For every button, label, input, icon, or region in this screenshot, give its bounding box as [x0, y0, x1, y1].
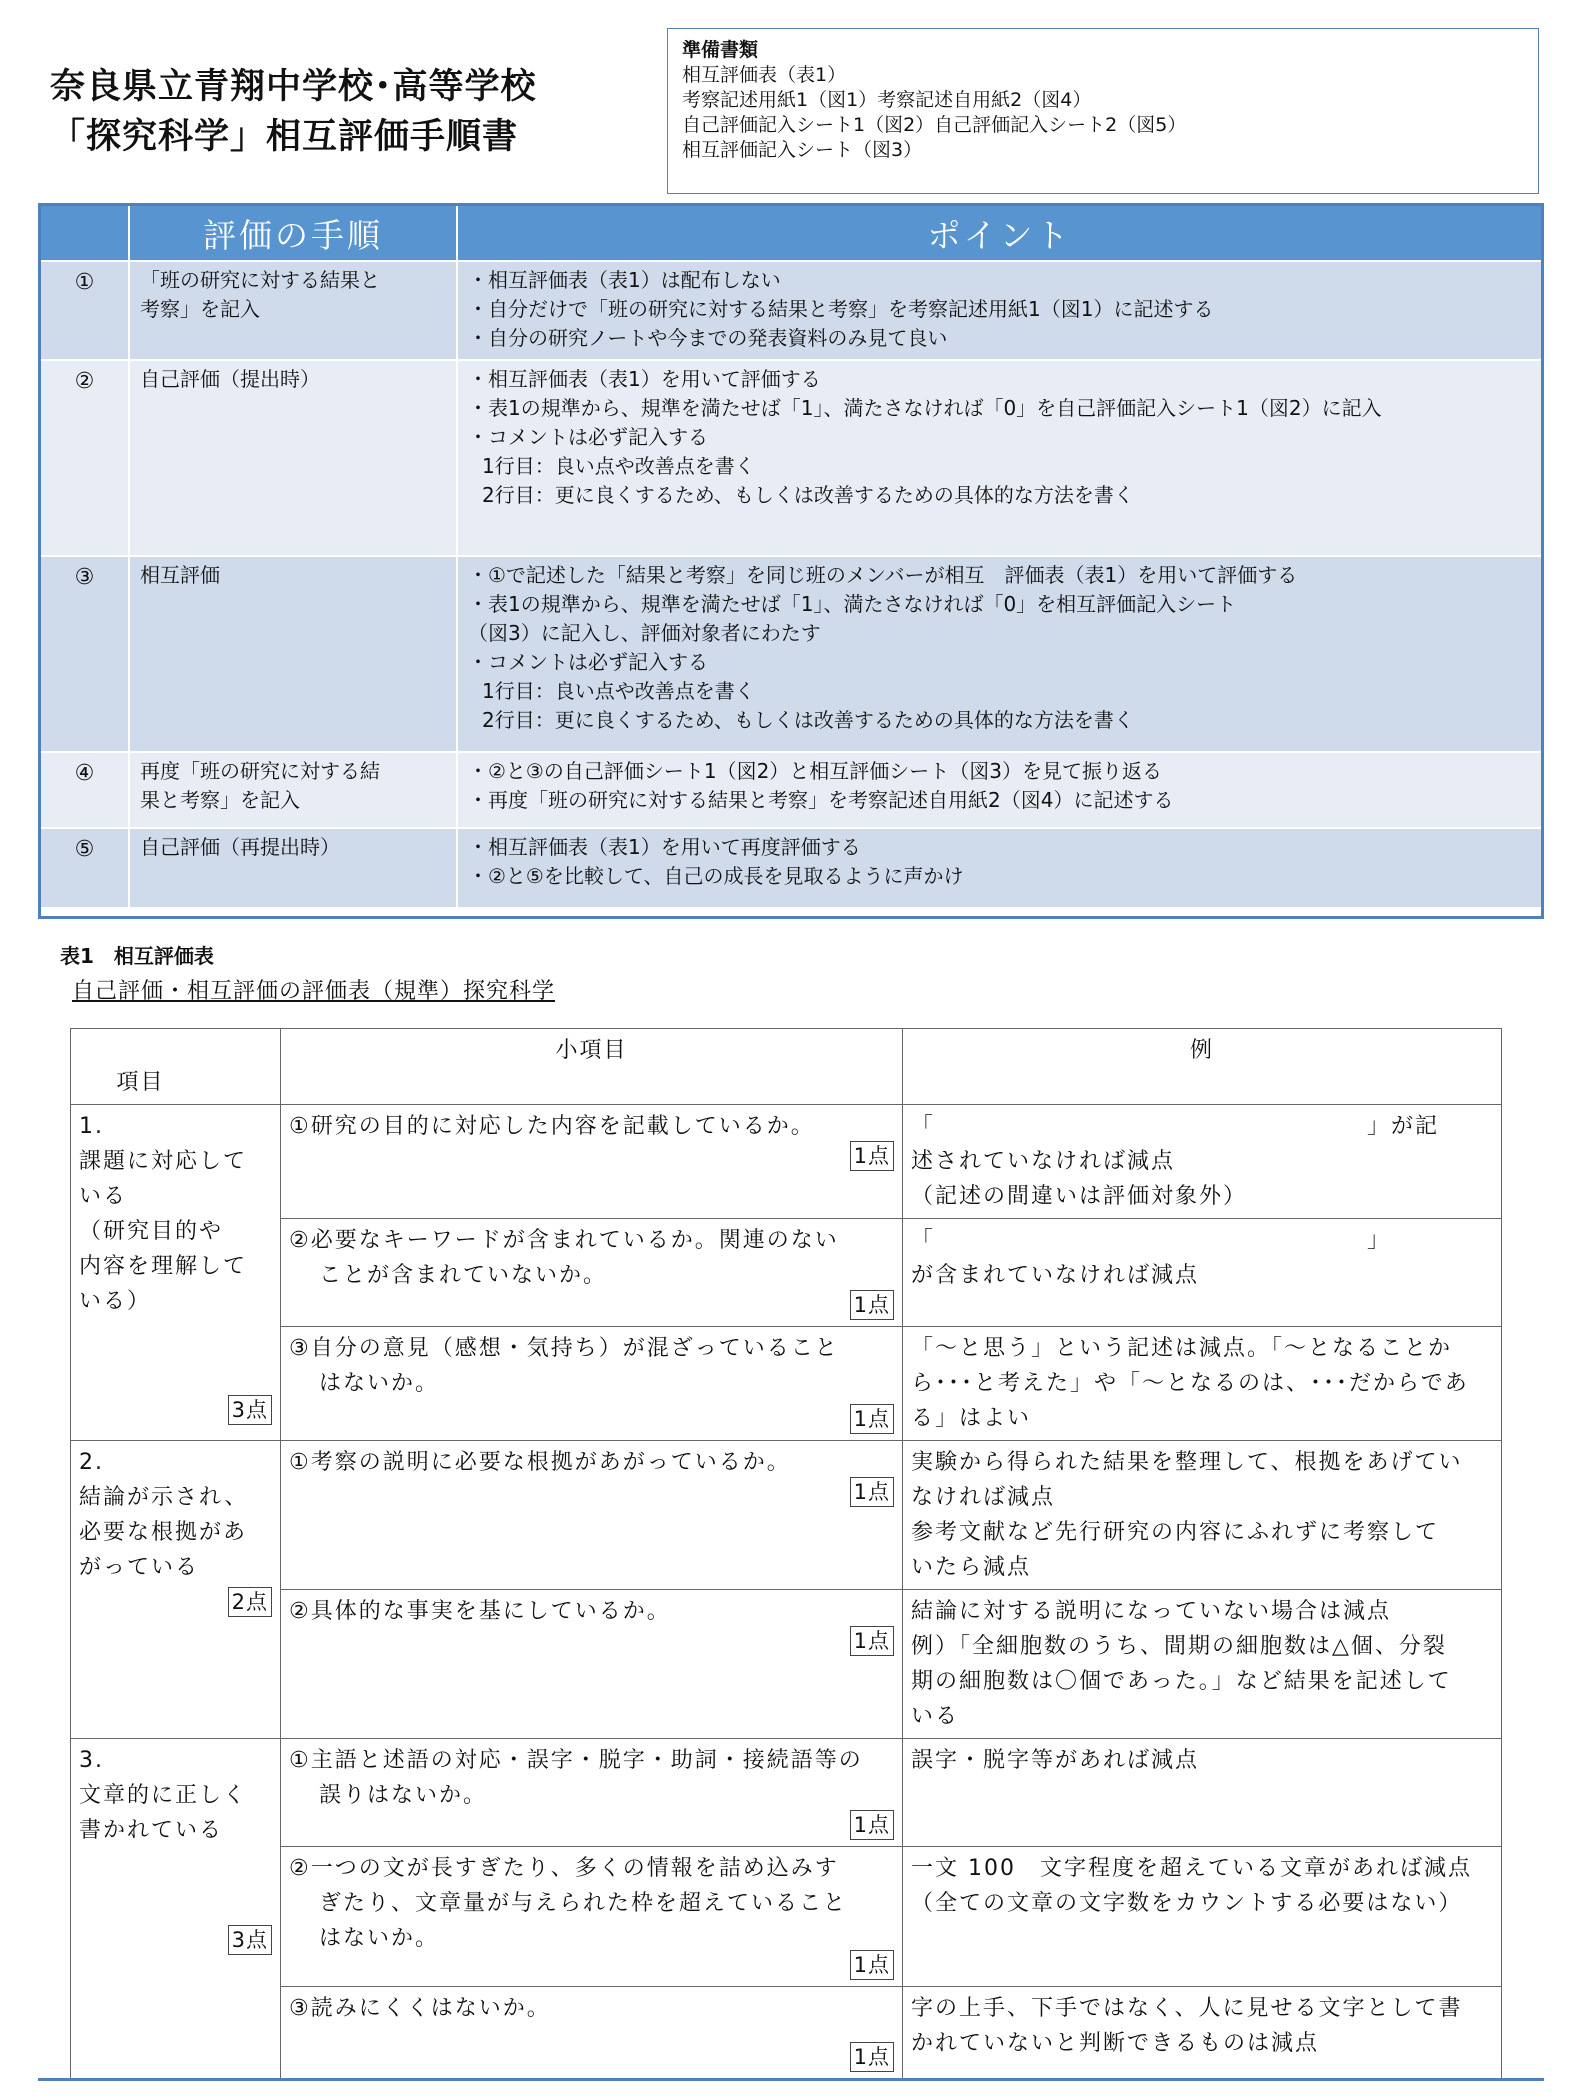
procedure-row — [41, 360, 1541, 556]
procedure-header-step: 評価の手順 — [129, 206, 457, 261]
eval-row — [71, 1847, 1502, 1987]
title-line-2: 「探究科学」相互評価手順書 — [50, 117, 519, 157]
eval-header-example: 例 — [903, 1029, 1502, 1105]
procedure-header-point: ポイント — [457, 206, 1541, 261]
eval-example-cell: 結論に対する説明になっていない場合は減点 例）「全細胞数のうち、間期の細胞数は△個、分裂 期の細胞数は〇個であった。」など結果を記述して いる — [903, 1590, 1502, 1739]
prep-line: 自己評価記入シート1（図2）自己評価記入シート2（図5） — [682, 114, 1187, 136]
eval-sub-cell: ①主語と述語の対応・誤字・脱字・助詞・接続語等の 誤りはないか。 1点 — [281, 1739, 903, 1847]
step-points: ・①で記述した「結果と考察」を同じ班のメンバーが相互 評価表（表1）を用いて評価する ・表1の規準から、規準を満たせば「1」、満たさなければ「0」を相互評価記入シート （図3）に記入し、評価対象者にわたす ・コメントは必ず記入する 1行目：良い点や改善点を書く 2行目：更に良くするため、もしくは改善するための具体的な方法を書く — [457, 556, 1541, 752]
table-subtitle: 自己評価・相互評価の評価表（規準）探究科学 — [72, 979, 556, 1004]
sub-points-badge: 1点 — [850, 1626, 894, 1656]
sub-points-badge: 1点 — [850, 1141, 894, 1171]
step-points: ・②と③の自己評価シート1（図2）と相互評価シート（図3）を見て振り返る ・再度「班の研究に対する結果と考察」を考察記述自用紙2（図4）に記述する — [457, 752, 1541, 828]
table-caption: 表1 相互評価表 — [60, 944, 214, 968]
eval-row — [71, 1739, 1502, 1847]
eval-item-cell: 2. 結論が示され、 必要な根拠があ がっている 2点 — [71, 1441, 281, 1739]
sub-points-badge: 1点 — [850, 1290, 894, 1320]
eval-example-cell: 「 」 が含まれていなければ減点 — [903, 1219, 1502, 1327]
eval-row — [71, 1105, 1502, 1219]
step-number: ③ — [41, 556, 129, 752]
eval-sub-cell: ③読みにくくはないか。 1点 — [281, 1987, 903, 2079]
prep-line: 相互評価記入シート（図3） — [682, 139, 923, 161]
procedure-row — [41, 261, 1541, 360]
eval-sub-cell: ②一つの文が長すぎたり、多くの情報を詰め込みす ぎたり、文章量が与えられた枠を超えていること はないか。 1点 — [281, 1847, 903, 1987]
procedure-row — [41, 828, 1541, 908]
procedure-row — [41, 752, 1541, 828]
eval-sub-cell: ②必要なキーワードが含まれているか。関連のない ことが含まれていないか。 1点 — [281, 1219, 903, 1327]
step-points: ・相互評価表（表1）は配布しない ・自分だけで「班の研究に対する結果と考察」を考察記述用紙1（図1）に記述する ・自分の研究ノートや今までの発表資料のみ見て良い — [457, 261, 1541, 360]
preparation-documents-box — [667, 28, 1539, 194]
eval-row — [71, 1987, 1502, 2079]
item-points-badge: 3点 — [228, 1925, 272, 1955]
item-points-badge: 3点 — [228, 1395, 272, 1425]
step-points: ・相互評価表（表1）を用いて再度評価する ・②と⑤を比較して、自己の成長を見取るように声かけ — [457, 828, 1541, 908]
eval-sub-cell: ②具体的な事実を基にしているか。 1点 — [281, 1590, 903, 1739]
eval-header-sub: 小項目 — [281, 1029, 903, 1105]
eval-item-cell: 1. 課題に対応して いる （研究目的や 内容を理解して いる） 3点 — [71, 1105, 281, 1441]
eval-example-cell: 字の上手、下手ではなく、人に見せる文字として書 かれていないと判断できるものは減点 — [903, 1987, 1502, 2079]
eval-header-row — [71, 1029, 1502, 1105]
eval-header-item: 項目 — [71, 1029, 281, 1105]
sub-points-badge: 1点 — [850, 1950, 894, 1980]
step-name: 自己評価（提出時） — [129, 360, 457, 556]
prep-line: 相互評価表（表1） — [682, 64, 847, 86]
item-points-badge: 2点 — [228, 1587, 272, 1617]
eval-sub-cell: ③自分の意見（感想・気持ち）が混ざっていること はないか。 1点 — [281, 1327, 903, 1441]
step-name: 相互評価 — [129, 556, 457, 752]
prep-heading: 準備書類 — [682, 39, 759, 61]
step-name: 自己評価（再提出時） — [129, 828, 457, 908]
step-name: 「班の研究に対する結果と 考察」を記入 — [129, 261, 457, 360]
eval-sub-cell: ①考察の説明に必要な根拠があがっているか。 1点 — [281, 1441, 903, 1590]
step-number: ① — [41, 261, 129, 360]
eval-example-cell: 「 」が記 述されていなければ減点 （記述の間違いは評価対象外） — [903, 1105, 1502, 1219]
step-points: ・相互評価表（表1）を用いて評価する ・表1の規準から、規準を満たせば「1」、満たさなければ「0」を自己評価記入シート1（図2）に記入 ・コメントは必ず記入する 1行目：良い点や改善点を書く 2行目：更に良くするため、もしくは改善するための具体的な方法を書く — [457, 360, 1541, 556]
step-number: ④ — [41, 752, 129, 828]
procedure-table — [41, 206, 1541, 909]
eval-row — [71, 1327, 1502, 1441]
procedure-row — [41, 556, 1541, 752]
title-line-1: 奈良県立青翔中学校･高等学校 — [50, 67, 537, 107]
page-bottom-rule — [38, 2078, 1544, 2081]
step-number: ⑤ — [41, 828, 129, 908]
eval-row — [71, 1441, 1502, 1590]
prep-line: 考察記述用紙1（図1）考察記述自用紙2（図4） — [682, 89, 1092, 111]
eval-example-cell: 誤字・脱字等があれば減点 — [903, 1739, 1502, 1847]
eval-example-cell: 実験から得られた結果を整理して、根拠をあげてい なければ減点 参考文献など先行研究の内容にふれずに考察して いたら減点 — [903, 1441, 1502, 1590]
sub-points-badge: 1点 — [850, 1404, 894, 1434]
eval-example-cell: 一文 100 文字程度を超えている文章があれば減点 （全ての文章の文字数をカウントする必要はない） — [903, 1847, 1502, 1987]
procedure-table-frame — [38, 203, 1544, 919]
procedure-header-number — [41, 206, 129, 261]
sub-points-badge: 1点 — [850, 1477, 894, 1507]
eval-row — [71, 1219, 1502, 1327]
eval-sub-cell: ①研究の目的に対応した内容を記載しているか。 1点 — [281, 1105, 903, 1219]
sub-points-badge: 1点 — [850, 1810, 894, 1840]
eval-example-cell: 「～と思う」という記述は減点。「～となることか ら･･･と考えた」や「～となるのは、･･･だからであ る」はよい — [903, 1327, 1502, 1441]
document-title — [50, 62, 537, 162]
eval-item-cell: 3. 文章的に正しく 書かれている 3点 — [71, 1739, 281, 2079]
step-name: 再度「班の研究に対する結 果と考察」を記入 — [129, 752, 457, 828]
step-number: ② — [41, 360, 129, 556]
eval-row — [71, 1590, 1502, 1739]
evaluation-criteria-table — [70, 1028, 1502, 2079]
sub-points-badge: 1点 — [850, 2042, 894, 2072]
